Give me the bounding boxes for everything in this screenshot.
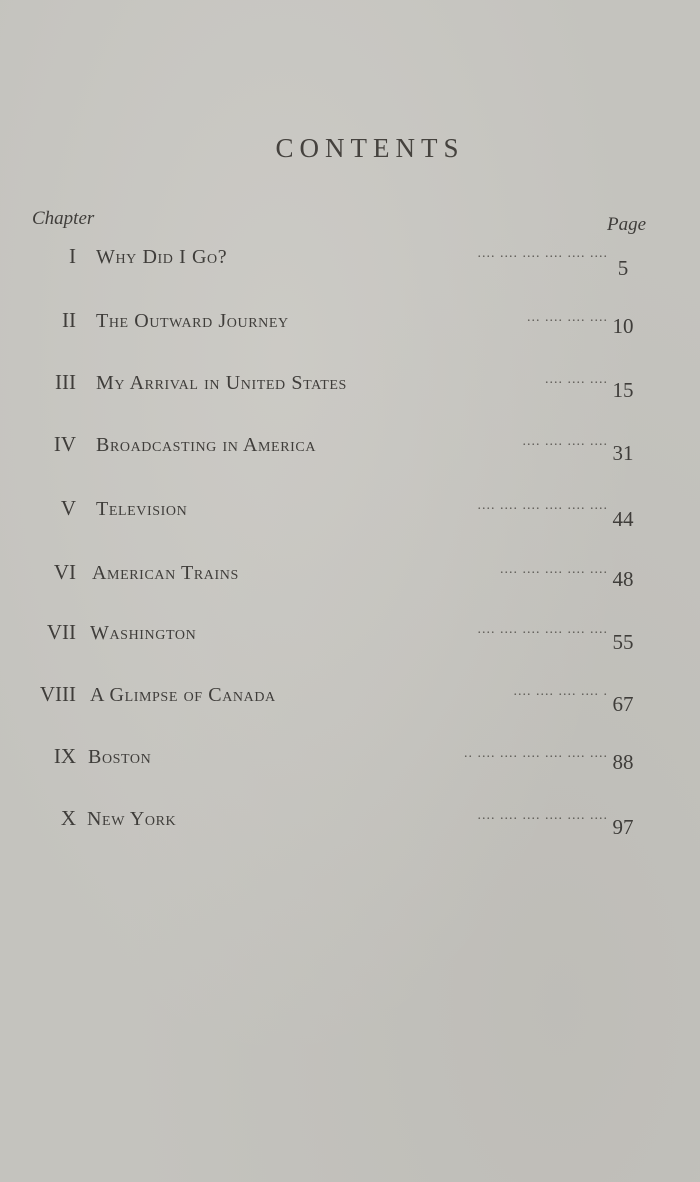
page-number: 97 xyxy=(612,815,634,839)
toc-entry xyxy=(0,620,700,660)
toc-entry xyxy=(0,496,700,536)
page-number: 48 xyxy=(612,567,634,591)
page-column-label: Page xyxy=(607,214,647,235)
chapter-number: II xyxy=(62,308,76,332)
dot-leaders: .... .... .... xyxy=(545,372,608,387)
toc-entry xyxy=(0,308,700,348)
dot-leaders: ... .... .... .... xyxy=(527,310,608,325)
chapter-number: I xyxy=(69,244,76,268)
chapter-number: IX xyxy=(53,744,76,768)
chapter-title: Boston xyxy=(88,746,152,768)
dot-leaders: .. .... .... .... .... .... .... xyxy=(464,746,608,761)
dot-leaders: .... .... .... .... . xyxy=(513,684,608,699)
toc-entry xyxy=(0,744,700,784)
page-number: 88 xyxy=(612,750,634,774)
page-title: CONTENTS xyxy=(275,133,465,163)
page-number: 44 xyxy=(612,507,634,531)
dot-leaders: .... .... .... .... xyxy=(522,434,608,449)
dot-leaders: .... .... .... .... .... .... xyxy=(477,246,608,261)
dot-leaders: .... .... .... .... .... .... xyxy=(477,622,608,637)
page-number: 15 xyxy=(612,378,634,402)
dot-leaders: .... .... .... .... .... .... xyxy=(477,808,608,823)
chapter-number: IV xyxy=(53,432,76,456)
toc-entry xyxy=(0,806,700,846)
page-number: 31 xyxy=(612,441,634,465)
chapter-number: VII xyxy=(46,620,76,644)
chapter-number: III xyxy=(55,370,76,394)
chapter-column-label: Chapter xyxy=(32,208,95,229)
chapter-title: American Trains xyxy=(92,562,239,584)
dot-leaders: .... .... .... .... .... xyxy=(500,562,608,577)
chapter-number: V xyxy=(60,496,76,520)
chapter-title: Washington xyxy=(90,622,197,644)
chapter-number: VI xyxy=(53,560,76,584)
chapter-title: The Outward Journey xyxy=(96,310,289,332)
toc-entry xyxy=(0,244,700,284)
chapter-title: Television xyxy=(96,498,188,520)
toc-entry xyxy=(0,560,700,600)
toc-entry xyxy=(0,682,700,722)
page-number: 5 xyxy=(617,256,629,280)
page-number: 55 xyxy=(612,630,634,654)
page-number: 67 xyxy=(612,692,634,716)
chapter-title: Why Did I Go? xyxy=(96,246,228,268)
chapter-number: VIII xyxy=(39,682,76,706)
toc-entry xyxy=(0,370,700,410)
dot-leaders: .... .... .... .... .... .... xyxy=(477,498,608,513)
toc-entry xyxy=(0,432,700,472)
chapter-title: My Arrival in United States xyxy=(96,372,347,394)
chapter-title: New York xyxy=(87,808,177,830)
page-number: 10 xyxy=(612,314,634,338)
chapter-title: A Glimpse of Canada xyxy=(90,684,276,706)
chapter-title: Broadcasting in America xyxy=(96,434,317,456)
chapter-number: X xyxy=(60,806,76,830)
